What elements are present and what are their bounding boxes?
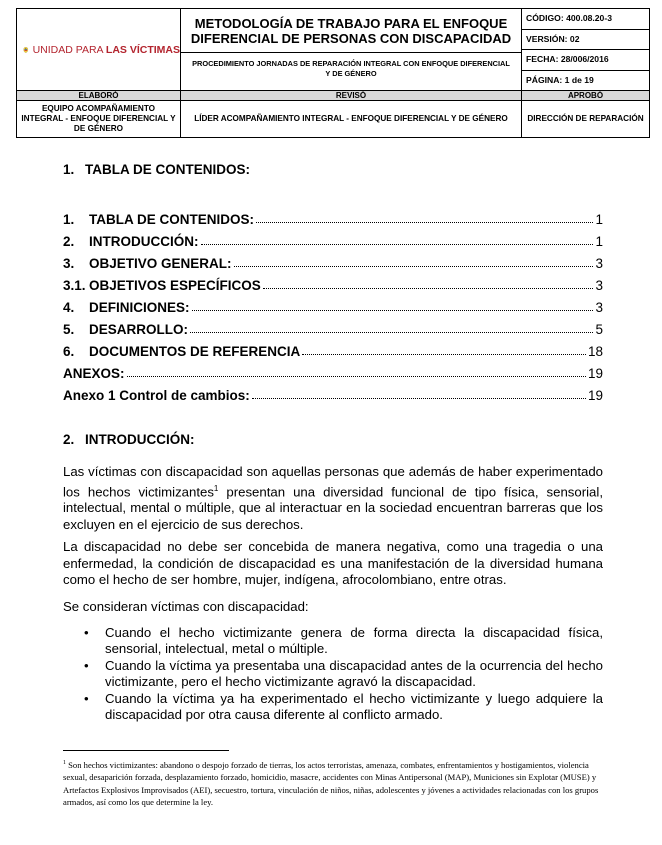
toc-entry[interactable]: 6. DOCUMENTOS DE REFERENCIA 18 [63,344,603,359]
toc-entry[interactable]: 3.1. OBJETIVOS ESPECÍFICOS 3 [63,278,603,293]
elaboro-label: ELABORÓ [17,91,181,101]
section-heading-introduccion: 2. INTRODUCCIÓN: [63,432,195,447]
logo-cell [17,9,181,91]
bullet-icon: • [84,625,89,640]
logo-text: UNIDAD PARA LAS VÍCTIMAS [32,43,180,56]
colombia-seal-icon [23,38,29,62]
list-item: • Cuando la víctima ya presentaba una discapacidad antes de la ocurrencia del hecho victimizante, pero el hecho victimizante agravó la discapacidad. [84,658,603,689]
list-item: • Cuando el hecho victimizante genera de forma directa la discapacidad física, sensorial, intelectual, metal o múltiple. [84,625,603,656]
toc-entry[interactable]: ANEXOS: 19 [63,366,603,381]
logo [17,38,180,62]
document-header [16,8,650,138]
bullet-icon: • [84,658,89,673]
aprobo-value: DIRECCIÓN DE REPARACIÓN [522,101,650,138]
footnote: $^1$ Son hechos victimizantes: abandono o despojo forzado de tierras, los actos terroristas, amenaza, combates, enfrentamientos y hostigamientos, violencia sexual, desaparición forzada, desplazamiento forzado, homicidio, masacre, accidentes con Minas Antipersonal (MAP), Municiones sin Explotar (MUSE) y Artefactos Explosivos Improvisados (AEI), secuestro, tortura, vinculación de niños, niñas, adolescentes y jóvenes a actividades relacionadas con los grupos armados, así como los que determine la ley. [63,759,599,808]
document-subtitle: PROCEDIMIENTO JORNADAS DE REPARACIÓN INTEGRAL CON ENFOQUE DIFERENCIAL Y DE GÉNERO [192,59,510,78]
codigo: CÓDIGO: 400.08.20-3 [522,9,649,30]
pagina: PÁGINA: 1 de 19 [526,74,594,85]
list-item: • Cuando la víctima ya ha experimentado el hecho victimizante y luego adquiere la discapacidad por otra causa diferente al conflicto armado. [84,691,603,722]
toc-entry[interactable]: 5. DESARROLLO: 5 [63,322,603,337]
toc-entry[interactable]: 1. TABLA DE CONTENIDOS: 1 [63,212,603,227]
fecha: FECHA: 28/006/2016 [522,50,649,71]
reviso-label: REVISÓ [181,91,522,101]
bullet-icon: • [84,691,89,706]
toc-entry[interactable]: Anexo 1 Control de cambios: 19 [63,388,603,403]
paragraph-3: Se consideran víctimas con discapacidad: [63,599,309,614]
paragraph-2: La discapacidad no debe ser concebida de manera negativa, como una tragedia o una enfermedad, la condición de discapacidad es una manifestación de la diversidad humana como el hecho de ser hombre, mujer, indígena, afrocolombiano, entre otras. [63,539,603,587]
version: VERSIÓN: 02 [522,30,649,51]
toc-entry[interactable]: 3. OBJETIVO GENERAL: 3 [63,256,603,271]
table-of-contents [63,205,603,403]
title-cell [181,9,522,91]
aprobo-label: APROBÓ [522,91,650,101]
footnote-divider [63,750,229,751]
meta-cell [522,9,650,91]
reviso-value: LÍDER ACOMPAÑAMIENTO INTEGRAL - ENFOQUE DIFERENCIAL Y DE GÉNERO [181,101,522,138]
bullet-list [84,625,603,724]
section-heading-tabla: 1. TABLA DE CONTENIDOS: [63,162,250,177]
footnote-ref[interactable]: 1 [213,483,219,493]
toc-entry[interactable]: 4. DEFINICIONES: 3 [63,300,603,315]
elaboro-value: EQUIPO ACOMPAÑAMIENTO INTEGRAL - ENFOQUE DIFERENCIAL Y DE GÉNERO [17,101,181,138]
document-title: METODOLOGÍA DE TRABAJO PARA EL ENFOQUE DIFERENCIAL DE PERSONAS CON DISCAPACIDAD [181,12,521,53]
toc-entry[interactable]: 2. INTRODUCCIÓN: 1 [63,234,603,249]
paragraph-1: Las víctimas con discapacidad son aquellas personas que además de haber experimentado los hechos victimizantes$^1$ presentan una diversidad funcional de tipo física, sensorial, intelectual, mental o múltiple, que al interactuar en la sociedad encuentran barreras que los excluyen en el ejercicio de sus derechos. [63,464,603,532]
